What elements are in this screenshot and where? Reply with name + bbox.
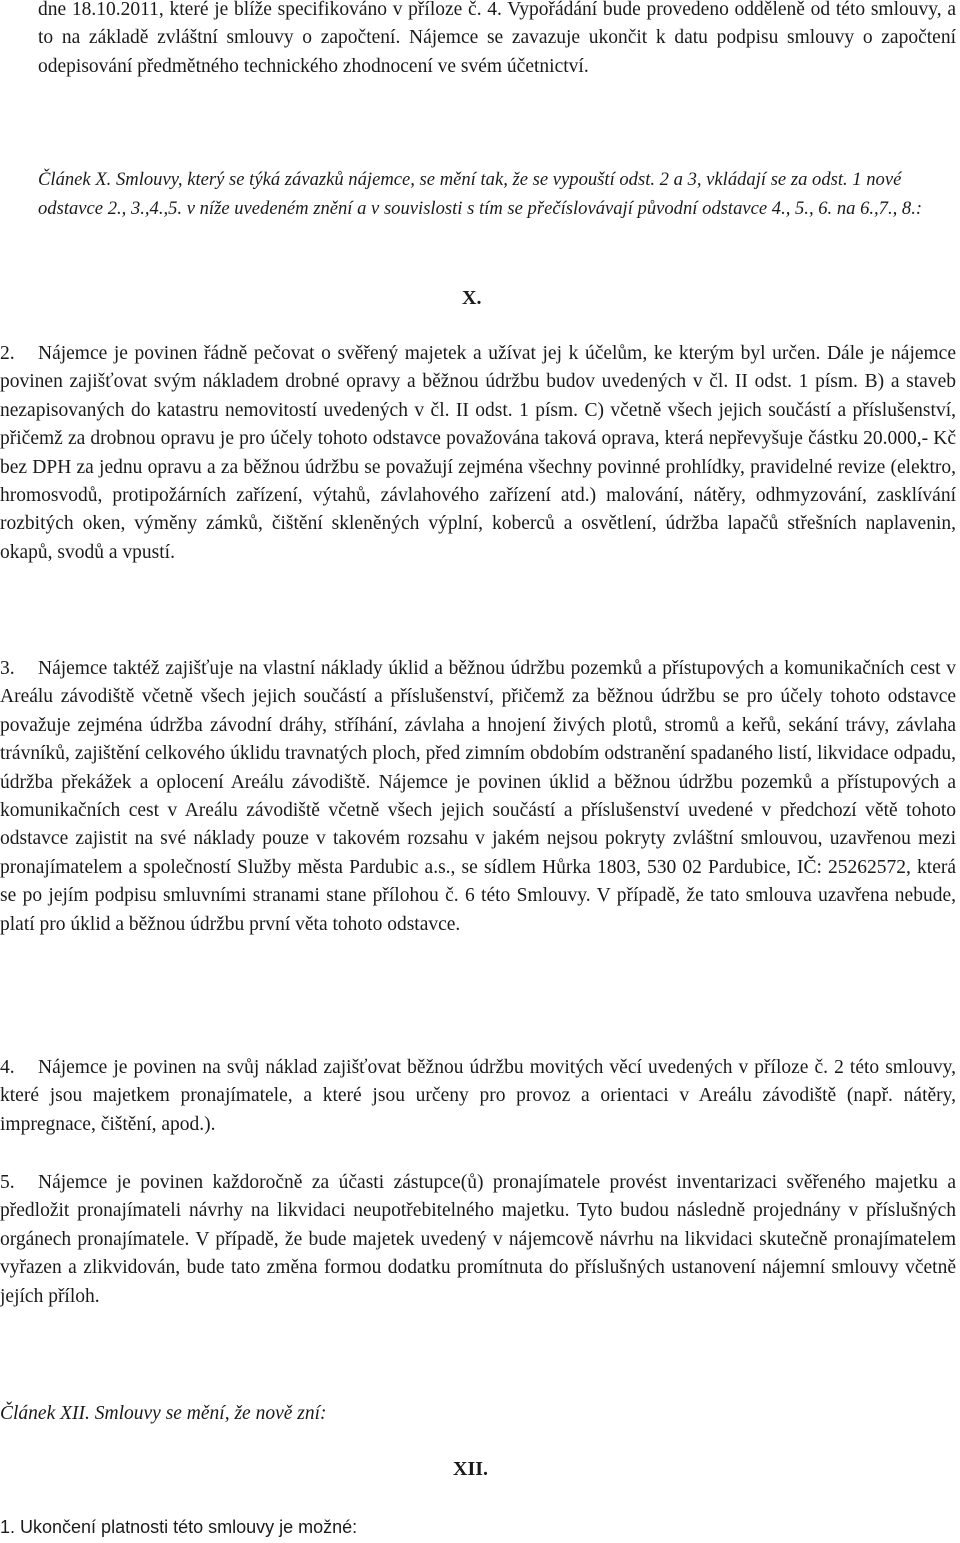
paragraph-text: Nájemce je povinen na svůj náklad zajišťovat běžnou údržbu movitých věcí uvedených v příloze č. 2 této smlouvy, které jsou majetkem pronajímatele, a které jsou určeny pro provoz a orientaci v Areálu závodiště (např. nátěry, impregnace, čištění, apod.).: [0, 1057, 956, 1135]
paragraph-3: [0, 655, 956, 939]
paragraph-number: 2.: [0, 343, 15, 364]
article-xii-heading: XII.: [453, 1458, 489, 1480]
paragraph-5: [0, 1169, 956, 1311]
intro-paragraph: dne 18.10.2011, které je blíže specifikováno v příloze č. 4. Vypořádání bude provedeno odděleně od této smlouvy, a to na základě zvláštní smlouvy o započtení. Nájemce se zavazuje ukončit k datu podpisu smlouvy o započtení odepisování předmětného technického zhodnocení ve svém účetnictví.: [38, 0, 956, 77]
paragraph-text: Nájemce je povinen řádně pečovat o svěřený majetek a užívat jej k účelům, ke kterým byl určen. Dále je nájemce povinen zajišťovat svým nákladem drobné opravy a běžnou údržbu budov uvedených v čl. II odst. 1 písm. B) a staveb nezapisovaných do katastru nemovitostí uvedených v čl. II odst. 1 písm. C) včetně všech jejich součástí a příslušenství, přičemž za drobnou opravu je pro účely tohoto odstavce považována taková oprava, která nepřevyšuje částku 20.000,- Kč bez DPH za jednu opravu a za běžnou údržbu se považují zejména všechny povinné prohlídky, pravidelné revize (elektro, hromosvodů, protipožárních zařízení, výtahů, závlahového zařízení atd.) malování, nátěry, odhmyzování, zasklívání rozbitých oken, výměny zámků, čištění skleněných výplní, koberců a osvětlení, údržba lapačů střešních naplavenin, okapů, svodů a vpustí.: [0, 343, 956, 563]
paragraph-number: 4.: [0, 1057, 15, 1078]
article-x-heading: X.: [462, 287, 482, 309]
paragraph-2: [0, 340, 956, 567]
paragraph-4: [0, 1054, 956, 1139]
article-x-amendment-intro: Článek X. Smlouvy, který se týká závazků nájemce, se mění tak, že se vypouští odst. 2 a 3, vkládají se za odst. 1 nové odstavce 2., 3.,4.,5. v níže uvedeném znění a v souvislosti s tím se přečíslovávají původní odstavce 4., 5., 6. na 6.,7., 8.:: [38, 169, 923, 219]
paragraph-number: 3.: [0, 658, 15, 679]
paragraph-text: Nájemce je povinen každoročně za účasti zástupce(ů) pronajímatele provést inventarizaci svěřeného majetku a předložit pronajímateli návrhy na likvidaci neupotřebitelného majetku. Tyto budou následně projednány v příslušných orgánech pronajímatele. V případě, že bude majetek uvedený v nájemcově návrhu na likvidaci skutečně pronajímatelem vyřazen a zlikvidován, bude tato změna formou dodatku promítnuta do příslušných ustanovení nájemní smlouvy včetně jejích příloh.: [0, 1172, 956, 1307]
article-xii-item-1: 1. Ukončení platnosti této smlouvy je možné:: [0, 1517, 358, 1537]
paragraph-text: Nájemce taktéž zajišťuje na vlastní náklady úklid a běžnou údržbu pozemků a přístupových a komunikačních cest v Areálu závodiště včetně všech jejich součástí a příslušenství, přičemž za běžnou údržbu se pro účely tohoto odstavce považuje zejména údržba závodní dráhy, stříhání, závlaha a hnojení živých plotů, stromů a keřů, sekání trávy, závlaha trávníků, zajištění celkového úklidu travnatých ploch, před zimním obdobím odstranění spadaného listí, likvidace odpadu, údržba překážek a oplocení Areálu závodiště. Nájemce je povinen úklid a běžnou údržbu pozemků a přístupových a komunikačních cest v Areálu závodiště včetně všech jejich součástí a příslušenství uvedené v předchozí větě tohoto odstavce zajistit na své náklady pouze v takovém rozsahu v jakém nejsou pokryty zvláštní smlouvou, uzavřenou mezi pronajímatelem a společností Služby města Pardubic a.s., se sídlem Hůrka 1803, 530 02 Pardubice, IČ: 25262572, která se po jejím podpisu smluvními stranami stane přílohou č. 6 této Smlouvy. V případě, že tato smlouva uzavřena nebude, platí pro úklid a běžnou údržbu první věta tohoto odstavce.: [0, 658, 956, 935]
article-xii-amendment-intro: Článek XII. Smlouvy se mění, že nově zní:: [0, 1403, 327, 1424]
paragraph-number: 5.: [0, 1172, 15, 1193]
